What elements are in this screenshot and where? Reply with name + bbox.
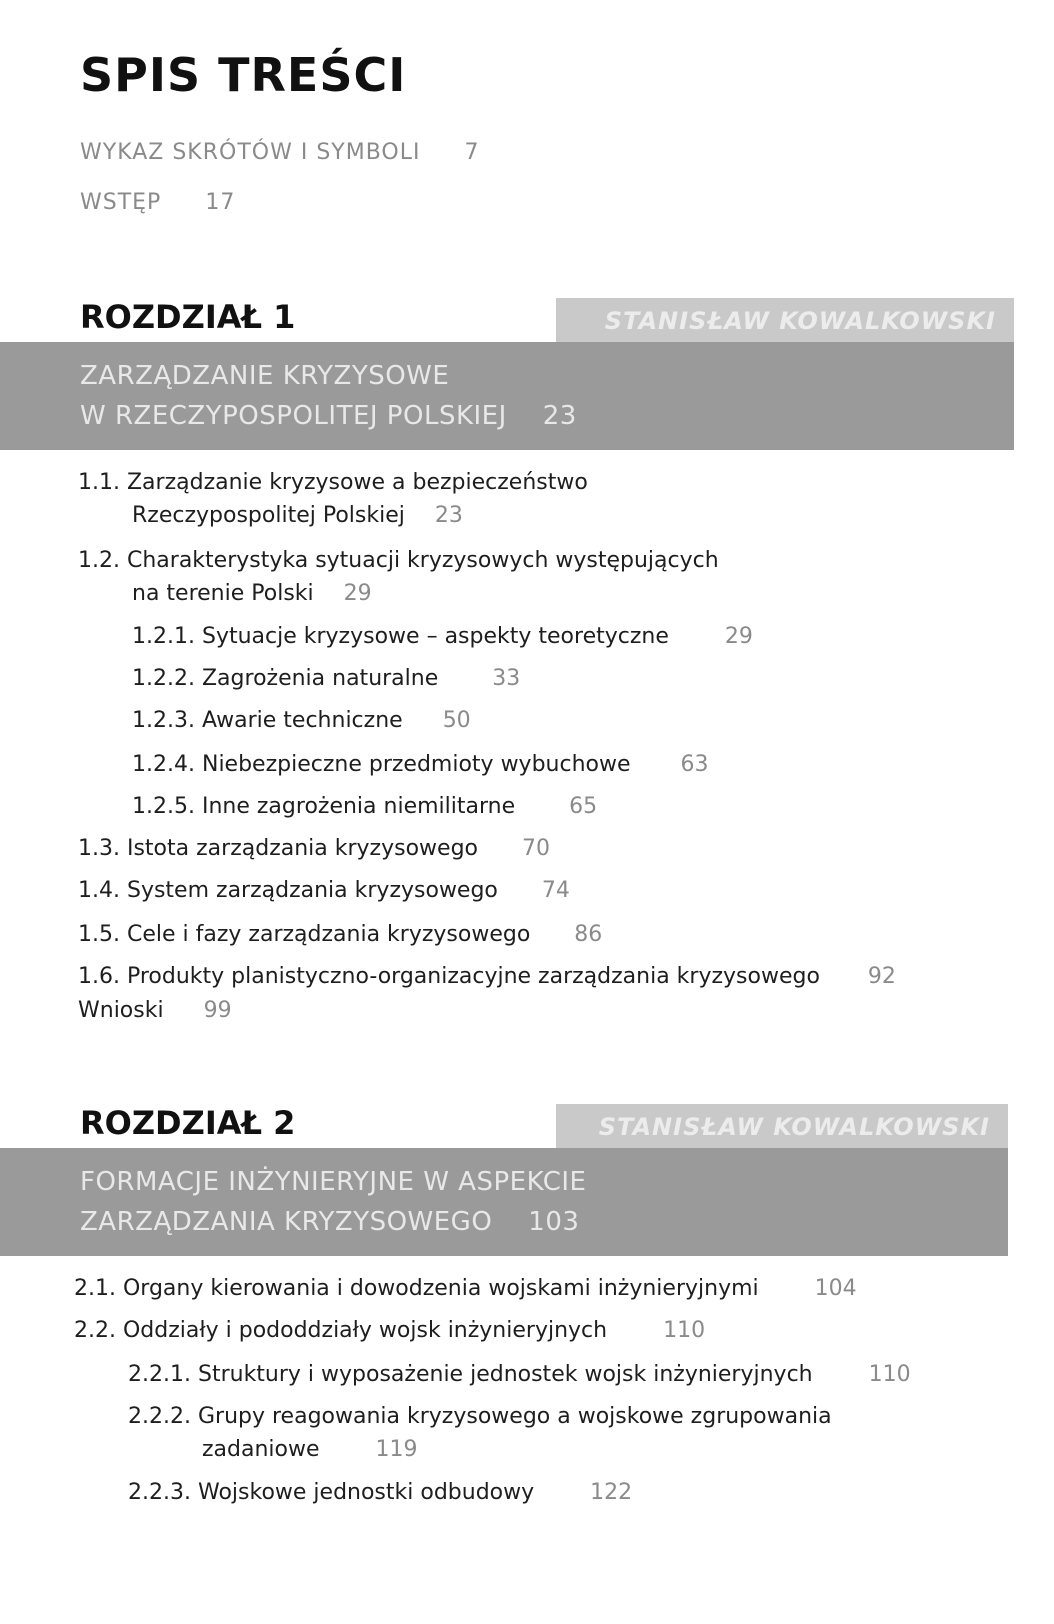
page-number: 23	[542, 401, 577, 431]
page-number: 122	[590, 1480, 633, 1505]
toc-entry[interactable]	[132, 790, 597, 823]
entry-text: Wojskowe jednostki odbudowy	[197, 1480, 535, 1505]
entry-text: Charakterystyka sytuacji kryzysowych występujących	[126, 548, 719, 573]
front-matter-item	[80, 190, 235, 215]
toc-entry[interactable]	[78, 994, 232, 1027]
page-number: 17	[205, 190, 236, 215]
entry-text: zadaniowe	[202, 1437, 320, 1462]
chapter-title-band	[0, 1148, 1008, 1256]
toc-entry[interactable]	[132, 662, 520, 695]
toc-entry[interactable]	[78, 918, 602, 951]
page-number: 74	[541, 878, 570, 903]
entry-number: 1.2.5.	[132, 794, 195, 819]
entry-number: 1.2.3.	[132, 708, 195, 733]
entry-number: 1.2.1.	[132, 624, 195, 649]
page-number: 33	[492, 666, 521, 691]
page-number: 119	[375, 1437, 418, 1462]
entry-text: Organy kierowania i dowodzenia wojskami inżynieryjnymi	[122, 1276, 759, 1301]
page-number: 50	[442, 708, 471, 733]
entry-text: Istota zarządzania kryzysowego	[126, 836, 478, 861]
toc-entry[interactable]	[74, 1272, 857, 1305]
entry-text: Oddziały i pododdziały wojsk inżynieryjnych	[122, 1318, 608, 1343]
chapter-title	[80, 1162, 586, 1242]
toc-entry[interactable]	[78, 466, 588, 532]
entry-number: 1.4.	[78, 878, 120, 903]
entry-number: 1.5.	[78, 922, 120, 947]
page-number: 29	[343, 581, 372, 606]
entry-text: System zarządzania kryzysowego	[126, 878, 498, 903]
entry-text: Awarie techniczne	[201, 708, 403, 733]
toc-entry[interactable]	[78, 544, 719, 610]
toc-entry[interactable]	[132, 748, 709, 781]
chapter-author: STANISŁAW KOWALKOWSKI	[556, 1104, 1008, 1148]
entry-text: Struktury i wyposażenie jednostek wojsk inżynieryjnych	[197, 1362, 813, 1387]
front-label: WSTĘP	[80, 190, 162, 215]
chapter-title-line: ZARZĄDZANIA KRYZYSOWEGO	[80, 1207, 493, 1237]
chapter-title-line: ZARZĄDZANIE KRYZYSOWE	[80, 361, 450, 391]
page-number: 86	[574, 922, 603, 947]
page-number: 65	[569, 794, 598, 819]
toc-entry[interactable]	[74, 1314, 705, 1347]
entry-number: 1.6.	[78, 964, 120, 989]
page-number: 7	[464, 140, 480, 165]
entry-text: na terenie Polski	[132, 581, 314, 606]
entry-number: 2.2.2.	[128, 1404, 191, 1429]
toc-entry[interactable]	[128, 1358, 911, 1391]
chapter-title-line: FORMACJE INŻYNIERYJNE W ASPEKCIE	[80, 1167, 587, 1197]
page-number: 92	[867, 964, 896, 989]
entry-text: Produkty planistyczno-organizacyjne zarządzania kryzysowego	[126, 964, 820, 989]
entry-number: 1.2.2.	[132, 666, 195, 691]
front-label: WYKAZ SKRÓTÓW I SYMBOLI	[80, 140, 421, 165]
entry-text: Zagrożenia naturalne	[201, 666, 439, 691]
page-title: SPIS TREŚCI	[80, 48, 407, 102]
toc-entry[interactable]	[132, 704, 471, 737]
page-number: 23	[434, 503, 463, 528]
entry-text: Cele i fazy zarządzania kryzysowego	[126, 922, 531, 947]
page-number: 99	[203, 998, 232, 1023]
page-number: 29	[724, 624, 753, 649]
entry-text: Zarządzanie kryzysowe a bezpieczeństwo	[126, 470, 588, 495]
chapter-label: ROZDZIAŁ 1	[80, 298, 296, 336]
page-number: 110	[868, 1362, 911, 1387]
page-number: 63	[680, 752, 709, 777]
toc-entry[interactable]	[78, 832, 550, 865]
page-number: 70	[522, 836, 550, 861]
chapter-author: STANISŁAW KOWALKOWSKI	[556, 298, 1014, 342]
entry-number: 2.2.1.	[128, 1362, 191, 1387]
chapter-title-line: W RZECZYPOSPOLITEJ POLSKIEJ	[80, 401, 507, 431]
toc-entry[interactable]	[128, 1476, 632, 1509]
toc-entry[interactable]	[128, 1400, 832, 1466]
entry-text: Grupy reagowania kryzysowego a wojskowe zgrupowania	[197, 1404, 832, 1429]
toc-entry[interactable]	[78, 874, 570, 907]
front-matter-item	[80, 140, 479, 165]
page-number: 104	[814, 1276, 857, 1301]
entry-text: Inne zagrożenia niemilitarne	[201, 794, 516, 819]
entry-number: 1.2.4.	[132, 752, 195, 777]
page-number: 110	[663, 1318, 706, 1343]
entry-number: 2.2.3.	[128, 1480, 191, 1505]
toc-entry[interactable]	[132, 620, 753, 653]
entry-text: Wnioski	[78, 998, 164, 1023]
entry-number: 1.2.	[78, 548, 120, 573]
chapter-title	[80, 356, 577, 436]
entry-number: 2.2.	[74, 1318, 116, 1343]
page-number: 103	[528, 1207, 580, 1237]
entry-number: 1.1.	[78, 470, 120, 495]
toc-entry[interactable]	[78, 960, 896, 993]
entry-text: Sytuacje kryzysowe – aspekty teoretyczne	[201, 624, 669, 649]
entry-text: Rzeczypospolitej Polskiej	[132, 503, 405, 528]
entry-number: 1.3.	[78, 836, 120, 861]
entry-number: 2.1.	[74, 1276, 116, 1301]
chapter-label: ROZDZIAŁ 2	[80, 1104, 296, 1142]
chapter-title-band	[0, 342, 1014, 450]
entry-text: Niebezpieczne przedmioty wybuchowe	[201, 752, 631, 777]
